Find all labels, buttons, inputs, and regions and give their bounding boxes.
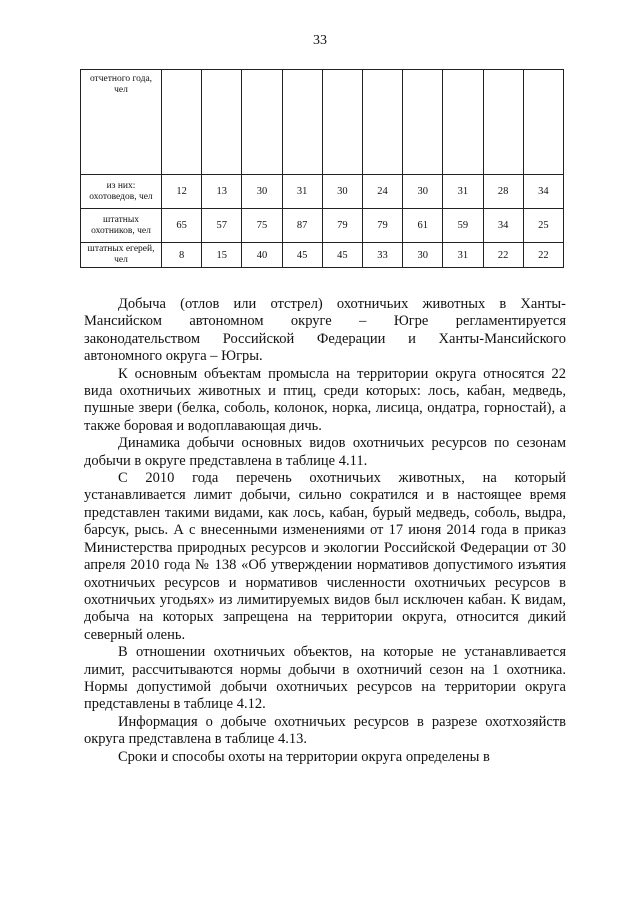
table-cell: 30: [403, 175, 443, 209]
paragraph-5: В отношении охотничьих объектов, на которые не устанавливается лимит, рассчитываются нормы добычи в охотничий сезон на 1 охотника. Нормы допустимой добычи охотничьих ресурсов на территории округа представлены в таблице 4.12.: [84, 644, 566, 713]
table-row: [81, 175, 564, 209]
paragraph-1: Добыча (отлов или отстрел) охотничьих животных в Ханты-Мансийском автономном округе – Югре регламентируется законодательством Российской Федерации и Ханты-Мансийского автономного округа – Югры.: [84, 296, 566, 365]
table-cell: 22: [523, 243, 563, 268]
table-cell: 33: [362, 243, 402, 268]
table-cell: [242, 70, 282, 175]
table-cell: 65: [162, 209, 202, 243]
table-cell: 12: [162, 175, 202, 209]
table-cell: 61: [403, 209, 443, 243]
table-cell: 31: [443, 175, 483, 209]
table-cell: [282, 70, 322, 175]
table-row: [81, 70, 564, 175]
table-cell: [362, 70, 402, 175]
table-cell: [523, 70, 563, 175]
row-label: отчетного года, чел: [81, 70, 162, 175]
table-cell: 87: [282, 209, 322, 243]
staff-table: [80, 69, 564, 268]
row-label: штатных охотников, чел: [81, 209, 162, 243]
table-cell: 31: [443, 243, 483, 268]
row-label: из них: охотоведов, чел: [81, 175, 162, 209]
table-cell: 40: [242, 243, 282, 268]
paragraph-7: Сроки и способы охоты на территории округа определены в: [118, 748, 490, 765]
table-cell: 8: [162, 243, 202, 268]
table-cell: 59: [443, 209, 483, 243]
table-cell: 34: [483, 209, 523, 243]
table-cell: 57: [202, 209, 242, 243]
table-cell: 28: [483, 175, 523, 209]
paragraph-3: Динамика добычи основных видов охотничьих ресурсов по сезонам добычи в округе представлена в таблице 4.11.: [84, 435, 566, 469]
table-cell: [443, 70, 483, 175]
table-cell: [202, 70, 242, 175]
table-cell: 45: [322, 243, 362, 268]
table-cell: 75: [242, 209, 282, 243]
table-cell: 25: [523, 209, 563, 243]
page-number: 33: [313, 33, 327, 48]
table-cell: [483, 70, 523, 175]
paragraph-2: К основным объектам промысла на территории округа относятся 22 вида охотничьих животных и птиц, среди которых: лось, кабан, медведь, пушные звери (белка, соболь, колонок, норка, лисица, ондатра, горностай), а также боровая и водоплавающая дичь.: [84, 365, 566, 434]
table-cell: 45: [282, 243, 322, 268]
table-cell: 79: [322, 209, 362, 243]
table-cell: 30: [403, 243, 443, 268]
table-cell: 79: [362, 209, 402, 243]
table-cell: 34: [523, 175, 563, 209]
table-cell: 13: [202, 175, 242, 209]
table-cell: 22: [483, 243, 523, 268]
table-cell: 24: [362, 175, 402, 209]
table-cell: [322, 70, 362, 175]
table-cell: 30: [322, 175, 362, 209]
table-cell: [162, 70, 202, 175]
table-cell: 15: [202, 243, 242, 268]
body-text: [84, 296, 566, 766]
paragraph-4: С 2010 года перечень охотничьих животных, на который устанавливается лимит добычи, сильно сократился и в настоящее время представлен такими видами, как лось, кабан, бурый медведь, соболь, выдра, барсук, рысь. А с внесенными изменениями от 17 июня 2014 года в приказ Министерства природных ресурсов и экологии Российской Федерации от 30 апреля 2010 года № 138 «Об утверждении нормативов допустимого изъятия охотничьих ресурсов и нормативов численности охотничьих ресурсов в охотничьих угодьях» из лимитируемых видов был исключен кабан. К видам, добыча на которых запрещена на территории округа, относится дикий северный олень.: [84, 470, 566, 643]
table-row: [81, 209, 564, 243]
table-row: [81, 243, 564, 268]
row-label: штатных егерей, чел: [81, 243, 162, 268]
paragraph-6: Информация о добыче охотничьих ресурсов в разрезе охотхозяйств округа представлена в таблице 4.13.: [84, 713, 566, 748]
table-cell: 31: [282, 175, 322, 209]
table-cell: 30: [242, 175, 282, 209]
table-cell: [403, 70, 443, 175]
